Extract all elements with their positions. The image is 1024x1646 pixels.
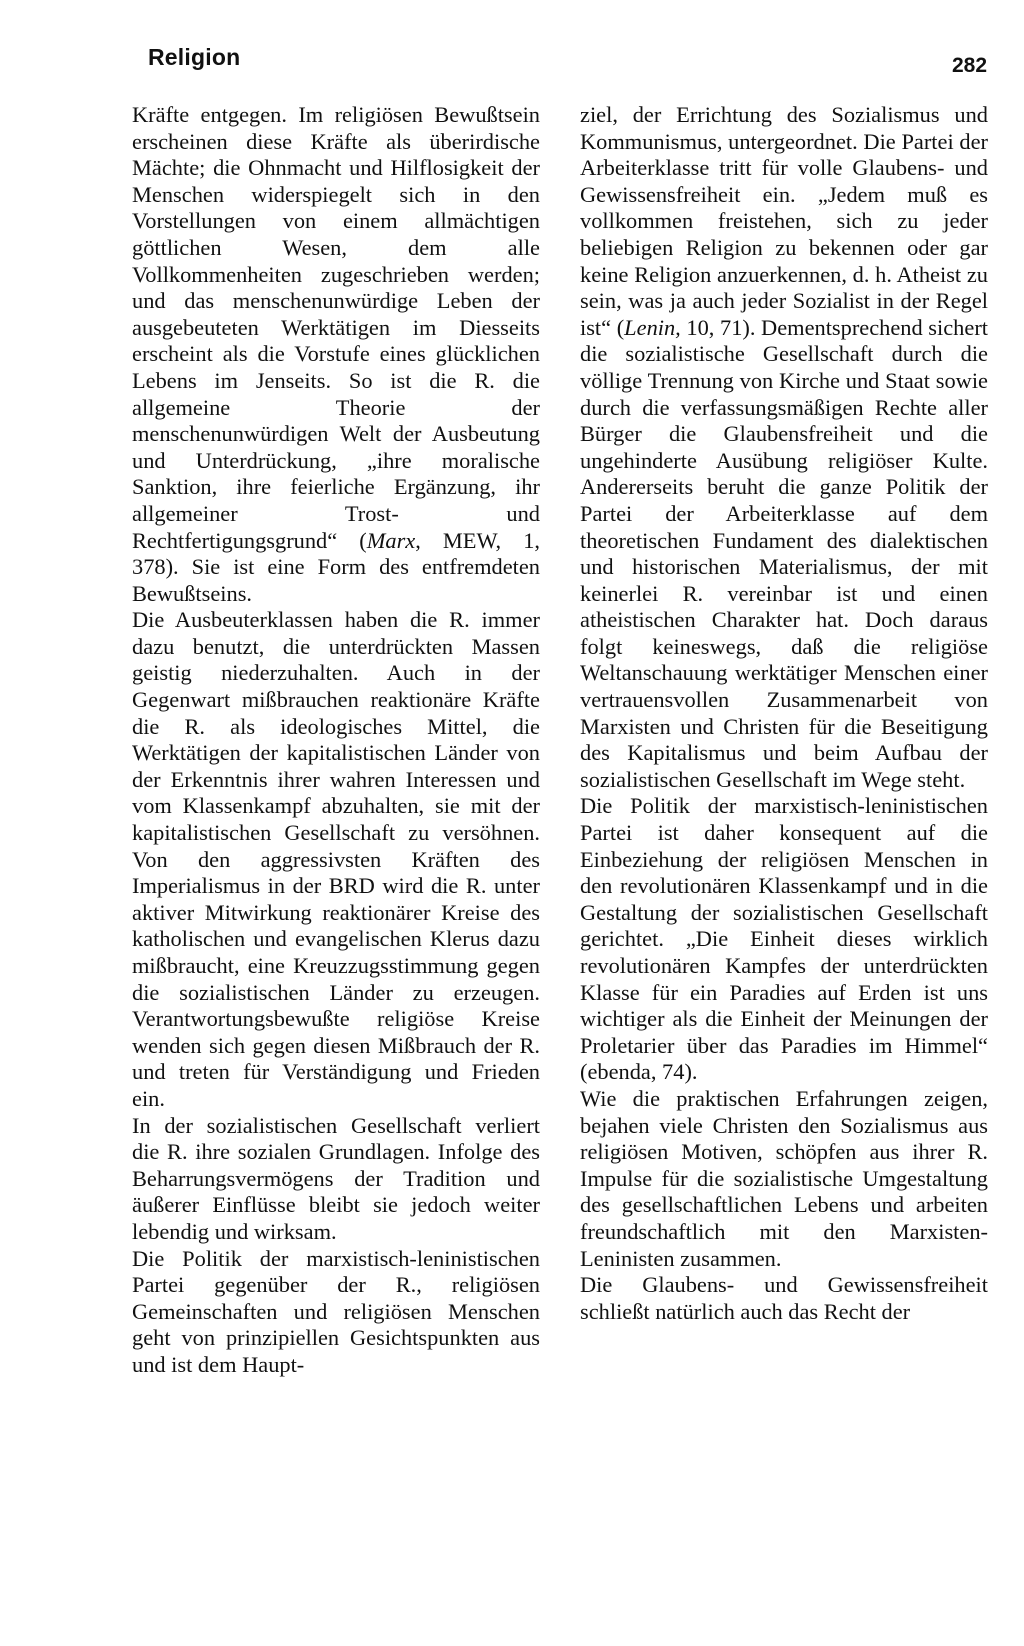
paragraph-text: ziel, der Errichtung des Sozialismus und Kommunismus, untergeordnet. Die Partei der Arbeiterklasse tritt für volle Glaubens- und Gewissensfreiheit ein. „Jedem muß es vollkommen freistehen, sich zu jeder beliebigen Religion zu bekennen oder gar keine Religion anzuerkennen, d. h. Atheist zu sein, was ja auch jeder Sozialist in der Regel ist“ ( [580,102,988,340]
left-column [132,102,540,1379]
right-column [580,102,988,1325]
paragraph: Die Ausbeuterklassen haben die R. immer dazu benutzt, die unterdrückten Massen geistig niederzuhalten. Auch in der Gegenwart mißbrauchen reaktionäre Kräfte die R. als ideologisches Mittel, die Werktätigen der kapitalistischen Länder von der Erkenntnis ihrer wahren Interessen und vom Klassenkampf abzuhalten, sie mit der kapitalistischen Gesellschaft zu versöhnen. Von den aggressivsten Kräften des Imperialismus in der BRD wird die R. unter aktiver Mitwirkung reaktionärer Kreise des katholischen und evangelischen Klerus dazu mißbraucht, eine Kreuzzugsstimmung gegen die sozialistischen Länder zu erzeugen. Verantwortungsbewußte religiöse Kreise wenden sich gegen diesen Mißbrauch der R. und treten für Verständigung und Frieden ein. [132,607,540,1111]
paragraph [580,102,988,793]
paragraph: In der sozialistischen Gesellschaft verliert die R. ihre sozialen Grundlagen. Infolge des Beharrungsvermögens der Tradition und äußerer Einflüsse bleibt sie jedoch weiter lebendig und wirksam. [132,1112,540,1244]
citation-author: Marx [366,527,416,553]
citation-author: Lenin, [624,314,681,340]
paragraph: Die Politik der marxistisch-leninistischen Partei gegenüber der R., religiösen Gemeinschaften und religiösen Menschen geht von prinzipiellen Gesichtspunkten aus und ist dem Haupt- [132,1245,540,1377]
paragraph: Wie die praktischen Erfahrungen zeigen, bejahen viele Christen den Sozialismus aus religiösen Motiven, schöpfen aus ihrer R. Impulse für die sozialistische Umgestaltung des gesellschaftlichen Lebens und arbeiten freundschaftlich mit den Marxisten-Leninisten zusammen. [580,1085,988,1271]
running-head: Religion [148,44,241,70]
paragraph [132,102,540,607]
paragraph-text: Kräfte entgegen. Im religiösen Bewußtsein erscheinen diese Kräfte als überirdische Mächte; die Ohnmacht und Hilflosigkeit der Menschen widerspiegelt sich in den Vorstellungen von einem allmächtigen göttlichen Wesen, dem alle Vollkommenheiten zugeschrieben werden; und das menschenunwürdige Leben der ausgebeuteten Werktätigen im Diesseits erscheint als die Vorstufe eines glücklichen Lebens im Jenseits. So ist die R. die allgemeine Theorie der menschenunwürdigen Welt der Ausbeutung und Unterdrückung, „ihre moralische Sanktion, ihre feierliche Ergänzung, ihr allgemeiner Trost- und Rechtfertigungsgrund“ ( [132,102,540,553]
paragraph-text: 10, 71). Dementsprechend sichert die sozialistische Gesellschaft durch die völlige Trennung von Kirche und Staat sowie durch die verfassungsmäßigen Rechte aller Bürger die Glaubensfreiheit und die ungehinderte Ausübung religiöser Kulte. Andererseits beruht die ganze Politik der Partei der Arbeiterklasse auf dem theoretischen Fundament des dialektischen und historischen Materialismus, der mit keinerlei R. vereinbar ist und einen atheistischen Charakter hat. Doch daraus folgt keineswegs, daß die religiöse Weltanschauung werktätiger Menschen einer vertrauensvollen Zusammenarbeit von Marxisten und Christen für die Beseitigung des Kapitalismus und beim Aufbau der sozialistischen Gesellschaft im Wege steht. [580,314,988,792]
paragraph: Die Glaubens- und Gewissensfreiheit schließt natürlich auch das Recht der [580,1272,988,1324]
paragraph-text: , MEW, 1, 378). Sie ist eine Form des entfremdeten Bewußtseins. [132,527,540,606]
paragraph: Die Politik der marxistisch-leninistischen Partei ist daher konsequent auf die Einbeziehung der religiösen Menschen in den revolutionären Klassenkampf und in die Gestaltung der sozialistischen Gesellschaft gerichtet. „Die Einheit dieses wirklich revolutionären Kampfes der unterdrückten Klasse für ein Paradies auf Erden ist uns wichtiger als die Einheit der Meinungen der Proletarier über das Paradies im Himmel“ (ebenda, 74). [580,793,988,1085]
page-number: 282 [952,54,988,77]
